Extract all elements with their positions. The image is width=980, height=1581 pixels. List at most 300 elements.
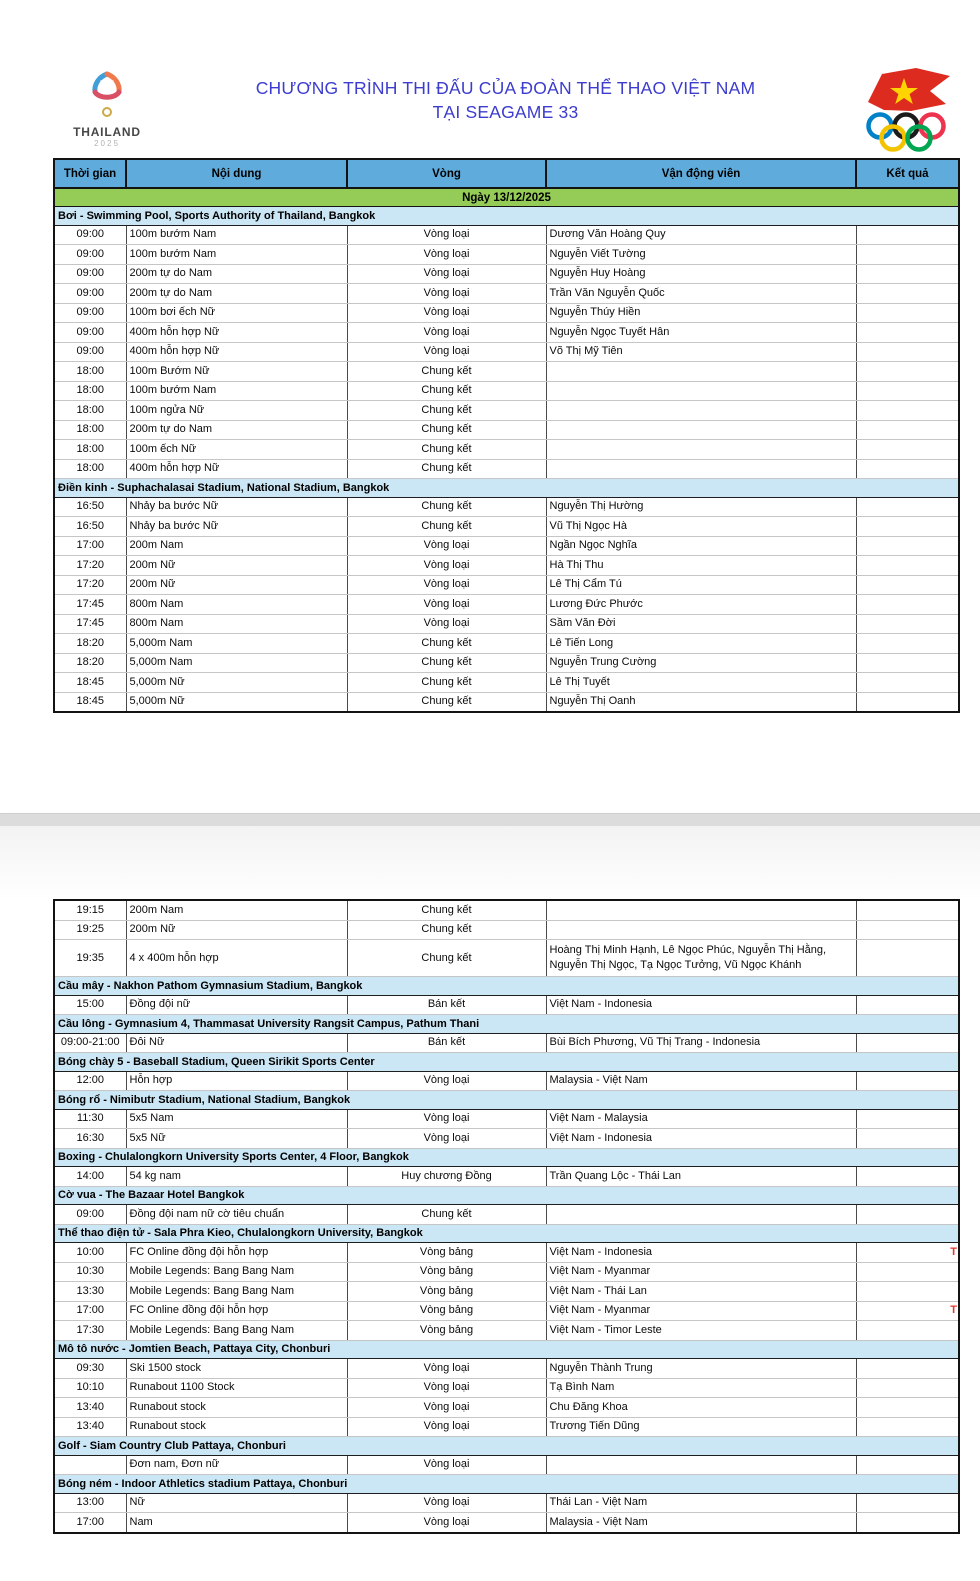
page-2-top-shade: [0, 826, 980, 900]
athletes-cell: Malaysia - Việt Nam: [546, 1513, 856, 1533]
page-break-divider: [0, 813, 980, 827]
event-cell: 4 x 400m hỗn hợp: [126, 940, 347, 977]
round-cell: Vòng loại: [347, 536, 546, 556]
event-cell: Đồng đội nam nữ cờ tiêu chuẩn: [126, 1205, 347, 1225]
event-cell: Hỗn hợp: [126, 1071, 347, 1091]
athletes-cell: Võ Thị Mỹ Tiên: [546, 342, 856, 362]
schedule-row: [54, 595, 959, 615]
result-cell: [856, 673, 959, 693]
athletes-cell: [546, 440, 856, 460]
event-cell: 800m Nam: [126, 595, 347, 615]
time-cell: 17:20: [54, 575, 126, 595]
schedule-row: [54, 225, 959, 245]
event-cell: Nhảy ba bước Nữ: [126, 497, 347, 517]
athletes-cell: Hà Thị Thu: [546, 556, 856, 576]
result-cell: [856, 1071, 959, 1091]
time-cell: 19:35: [54, 940, 126, 977]
round-cell: Vòng loại: [347, 1359, 546, 1379]
time-cell: 09:00: [54, 264, 126, 284]
result-cell: [856, 900, 959, 920]
vietnam-olympic-logo-icon: [856, 60, 956, 152]
event-cell: 200m tự do Nam: [126, 264, 347, 284]
event-cell: 800m Nam: [126, 614, 347, 634]
athletes-cell: Tạ Bình Nam: [546, 1378, 856, 1398]
schedule-row: [54, 653, 959, 673]
result-cell: T: [856, 1301, 959, 1321]
time-cell: 09:00: [54, 245, 126, 265]
time-cell: 18:00: [54, 362, 126, 382]
round-cell: Vòng bảng: [347, 1262, 546, 1282]
time-cell: [54, 1455, 126, 1475]
time-cell: 10:30: [54, 1262, 126, 1282]
round-cell: Vòng loại: [347, 264, 546, 284]
round-cell: Vòng loại: [347, 225, 546, 245]
athletes-cell: Nguyễn Viết Tường: [546, 245, 856, 265]
round-cell: Chung kết: [347, 692, 546, 712]
event-cell: Mobile Legends: Bang Bang Nam: [126, 1262, 347, 1282]
round-cell: Chung kết: [347, 900, 546, 920]
event-cell: Nam: [126, 1513, 347, 1533]
result-cell: [856, 264, 959, 284]
column-header-result: Kết quả: [856, 159, 959, 188]
athletes-cell: Thái Lan - Việt Nam: [546, 1493, 856, 1513]
result-cell: [856, 920, 959, 940]
result-cell: [856, 284, 959, 304]
sport-section-label: Cờ vua - The Bazaar Hotel Bangkok: [54, 1186, 959, 1205]
event-cell: 100m bướm Nam: [126, 381, 347, 401]
round-cell: Vòng loại: [347, 284, 546, 304]
schedule-row: [54, 1262, 959, 1282]
athletes-cell: Việt Nam - Timor Leste: [546, 1321, 856, 1341]
time-cell: 17:00: [54, 536, 126, 556]
round-cell: Vòng loại: [347, 614, 546, 634]
event-cell: Đơn nam, Đơn nữ: [126, 1455, 347, 1475]
result-cell: [856, 1513, 959, 1533]
round-cell: Chung kết: [347, 401, 546, 421]
time-cell: 13:00: [54, 1493, 126, 1513]
round-cell: Vòng loại: [347, 323, 546, 343]
round-cell: Vòng loại: [347, 1493, 546, 1513]
time-cell: 16:30: [54, 1129, 126, 1149]
time-cell: 17:00: [54, 1301, 126, 1321]
time-cell: 18:00: [54, 440, 126, 460]
result-cell: [856, 1109, 959, 1129]
column-header-athletes: Vận động viên: [546, 159, 856, 188]
athletes-cell: Trần Văn Nguyễn Quốc: [546, 284, 856, 304]
result-cell: [856, 940, 959, 977]
result-cell: [856, 323, 959, 343]
sport-section-label: Bơi - Swimming Pool, Sports Authority of Thailand, Bangkok: [54, 207, 959, 226]
round-cell: Chung kết: [347, 420, 546, 440]
round-cell: Chung kết: [347, 1205, 546, 1225]
result-cell: [856, 1282, 959, 1302]
sport-section-row: [54, 1015, 959, 1034]
date-label: Ngày 13/12/2025: [54, 188, 959, 207]
event-cell: 100m ếch Nữ: [126, 440, 347, 460]
result-cell: [856, 1262, 959, 1282]
athletes-cell: [546, 420, 856, 440]
schedule-row: [54, 323, 959, 343]
round-cell: Vòng loại: [347, 1071, 546, 1091]
athletes-cell: Lương Đức Phước: [546, 595, 856, 615]
schedule-row: [54, 459, 959, 479]
result-cell: [856, 517, 959, 537]
round-cell: Chung kết: [347, 459, 546, 479]
athletes-cell: Nguyễn Thúy Hiền: [546, 303, 856, 323]
schedule-row: [54, 940, 959, 977]
athletes-cell: Nguyễn Thị Oanh: [546, 692, 856, 712]
schedule-row: [54, 614, 959, 634]
event-cell: 5,000m Nam: [126, 634, 347, 654]
result-cell: [856, 692, 959, 712]
time-cell: 10:10: [54, 1378, 126, 1398]
athletes-cell: Việt Nam - Indonesia: [546, 1243, 856, 1263]
sport-section-row: [54, 207, 959, 226]
event-cell: 5,000m Nam: [126, 653, 347, 673]
time-cell: 12:00: [54, 1071, 126, 1091]
result-cell: [856, 420, 959, 440]
event-cell: 200m Nam: [126, 900, 347, 920]
time-cell: 17:00: [54, 1513, 126, 1533]
time-cell: 18:45: [54, 673, 126, 693]
athletes-cell: Lê Thị Cẩm Tú: [546, 575, 856, 595]
sport-section-row: [54, 1186, 959, 1205]
result-cell: [856, 1398, 959, 1418]
round-cell: Vòng loại: [347, 1455, 546, 1475]
result-cell: [856, 575, 959, 595]
result-cell: [856, 536, 959, 556]
event-cell: Ski 1500 stock: [126, 1359, 347, 1379]
time-cell: 18:20: [54, 634, 126, 654]
schedule-row: [54, 634, 959, 654]
round-cell: Vòng bảng: [347, 1301, 546, 1321]
athletes-cell: [546, 381, 856, 401]
sport-section-label: Mô tô nước - Jomtien Beach, Pattaya City, Chonburi: [54, 1340, 959, 1359]
round-cell: Vòng loại: [347, 575, 546, 595]
athletes-cell: Sầm Văn Đời: [546, 614, 856, 634]
event-cell: 5x5 Nam: [126, 1109, 347, 1129]
athletes-cell: Lê Thị Tuyết: [546, 673, 856, 693]
athletes-cell: Hoàng Thị Minh Hạnh, Lê Ngọc Phúc, Nguyễn Thị Hằng, Nguyễn Thị Ngọc, Tạ Ngọc Tưởng, Vũ Ngọc Khánh: [546, 940, 856, 977]
result-cell: [856, 995, 959, 1015]
round-cell: Vòng loại: [347, 303, 546, 323]
result-cell: [856, 1321, 959, 1341]
athletes-cell: Vũ Thị Ngọc Hà: [546, 517, 856, 537]
round-cell: Vòng loại: [347, 1513, 546, 1533]
event-cell: Đồng đội nữ: [126, 995, 347, 1015]
column-header-round: Vòng: [347, 159, 546, 188]
time-cell: 18:20: [54, 653, 126, 673]
sport-section-label: Điền kinh - Suphachalasai Stadium, National Stadium, Bangkok: [54, 479, 959, 498]
event-cell: 5,000m Nữ: [126, 692, 347, 712]
event-cell: 400m hỗn hợp Nữ: [126, 459, 347, 479]
round-cell: Vòng loại: [347, 342, 546, 362]
schedule-table-page-1: [53, 158, 960, 713]
event-cell: Runabout stock: [126, 1417, 347, 1437]
event-cell: Runabout 1100 Stock: [126, 1378, 347, 1398]
result-cell: [856, 1378, 959, 1398]
schedule-row: [54, 900, 959, 920]
schedule-row: [54, 556, 959, 576]
athletes-cell: Nguyễn Huy Hoàng: [546, 264, 856, 284]
schedule-row: [54, 1417, 959, 1437]
schedule-row: [54, 1321, 959, 1341]
schedule-row: [54, 264, 959, 284]
round-cell: Vòng loại: [347, 245, 546, 265]
time-cell: 10:00: [54, 1243, 126, 1263]
time-cell: 18:00: [54, 459, 126, 479]
time-cell: 19:15: [54, 900, 126, 920]
result-cell: [856, 245, 959, 265]
round-cell: Chung kết: [347, 497, 546, 517]
athletes-cell: [546, 900, 856, 920]
athletes-cell: Nguyễn Trung Cường: [546, 653, 856, 673]
page-title-line2: TẠI SEAGAME 33: [432, 102, 579, 122]
sport-section-row: [54, 1224, 959, 1243]
thailand-logo-year: 2025: [94, 139, 120, 148]
time-cell: 16:50: [54, 517, 126, 537]
schedule-row: [54, 1282, 959, 1302]
athletes-cell: [546, 362, 856, 382]
schedule-row: [54, 303, 959, 323]
event-cell: 200m tự do Nam: [126, 420, 347, 440]
schedule-row: [54, 1243, 959, 1263]
round-cell: Chung kết: [347, 362, 546, 382]
schedule-row: [54, 1455, 959, 1475]
sport-section-row: [54, 1053, 959, 1072]
round-cell: Bán kết: [347, 995, 546, 1015]
athletes-cell: Việt Nam - Myanmar: [546, 1301, 856, 1321]
athletes-cell: [546, 1205, 856, 1225]
schedule-row: [54, 1205, 959, 1225]
column-header-time: Thời gian: [54, 159, 126, 188]
round-cell: Vòng loại: [347, 1109, 546, 1129]
sport-section-label: Cầu lông - Gymnasium 4, Thammasat University Rangsit Campus, Pathum Thani: [54, 1015, 959, 1034]
time-cell: 18:00: [54, 420, 126, 440]
athletes-cell: Việt Nam - Indonesia: [546, 995, 856, 1015]
round-cell: Chung kết: [347, 381, 546, 401]
result-cell: [856, 362, 959, 382]
result-cell: [856, 1455, 959, 1475]
schedule-row: [54, 1129, 959, 1149]
round-cell: Vòng loại: [347, 595, 546, 615]
result-cell: [856, 556, 959, 576]
athletes-cell: Nguyễn Ngọc Tuyết Hân: [546, 323, 856, 343]
time-cell: 14:00: [54, 1167, 126, 1187]
event-cell: 200m tự do Nam: [126, 284, 347, 304]
time-cell: 17:45: [54, 614, 126, 634]
round-cell: Vòng loại: [347, 556, 546, 576]
sport-section-label: Golf - Siam Country Club Pattaya, Chonburi: [54, 1437, 959, 1456]
page-title-line1: CHƯƠNG TRÌNH THI ĐẤU CỦA ĐOÀN THỂ THAO VIỆT NAM: [255, 78, 756, 98]
sport-section-label: Bóng chày 5 - Baseball Stadium, Queen Sirikit Sports Center: [54, 1053, 959, 1072]
event-cell: 100m bướm Nam: [126, 245, 347, 265]
sport-section-row: [54, 1475, 959, 1494]
result-cell: [856, 381, 959, 401]
result-cell: [856, 1493, 959, 1513]
result-cell: [856, 614, 959, 634]
time-cell: 09:00-21:00: [54, 1033, 126, 1053]
sport-section-label: Bóng ném - Indoor Athletics stadium Pattaya, Chonburi: [54, 1475, 959, 1494]
round-cell: Chung kết: [347, 440, 546, 460]
result-cell: [856, 634, 959, 654]
time-cell: 09:00: [54, 1205, 126, 1225]
round-cell: Huy chương Đồng: [347, 1167, 546, 1187]
schedule-row: [54, 692, 959, 712]
time-cell: 09:00: [54, 323, 126, 343]
athletes-cell: Việt Nam - Myanmar: [546, 1262, 856, 1282]
schedule-row: [54, 381, 959, 401]
sport-section-row: [54, 1148, 959, 1167]
sport-section-label: Bóng rổ - Nimibutr Stadium, National Stadium, Bangkok: [54, 1091, 959, 1110]
schedule-row: [54, 1109, 959, 1129]
result-cell: [856, 225, 959, 245]
athletes-cell: [546, 401, 856, 421]
event-cell: 400m hỗn hợp Nữ: [126, 342, 347, 362]
event-cell: 400m hỗn hợp Nữ: [126, 323, 347, 343]
time-cell: 17:20: [54, 556, 126, 576]
result-cell: [856, 595, 959, 615]
time-cell: 19:25: [54, 920, 126, 940]
sport-section-label: Boxing - Chulalongkorn University Sports Center, 4 Floor, Bangkok: [54, 1148, 959, 1167]
athletes-cell: Chu Đăng Khoa: [546, 1398, 856, 1418]
column-header-event: Nội dung: [126, 159, 347, 188]
athletes-cell: Malaysia - Việt Nam: [546, 1071, 856, 1091]
round-cell: Vòng loại: [347, 1398, 546, 1418]
time-cell: 18:45: [54, 692, 126, 712]
athletes-cell: Lê Tiến Long: [546, 634, 856, 654]
event-cell: Đôi Nữ: [126, 1033, 347, 1053]
schedule-row: [54, 1301, 959, 1321]
schedule-row: [54, 673, 959, 693]
athletes-cell: Trần Quang Lộc - Thái Lan: [546, 1167, 856, 1187]
page-title: [53, 76, 958, 124]
round-cell: Chung kết: [347, 920, 546, 940]
result-cell: [856, 1033, 959, 1053]
event-cell: Nữ: [126, 1493, 347, 1513]
schedule-row: [54, 497, 959, 517]
sport-section-row: [54, 1437, 959, 1456]
event-cell: 200m Nữ: [126, 920, 347, 940]
athletes-cell: [546, 459, 856, 479]
schedule-row: [54, 420, 959, 440]
event-cell: 54 kg nam: [126, 1167, 347, 1187]
athletes-cell: Dương Văn Hoàng Quy: [546, 225, 856, 245]
round-cell: Vòng loại: [347, 1378, 546, 1398]
time-cell: 15:00: [54, 995, 126, 1015]
round-cell: Vòng bảng: [347, 1243, 546, 1263]
schedule-row: [54, 440, 959, 460]
schedule-row: [54, 536, 959, 556]
result-cell: [856, 497, 959, 517]
round-cell: Vòng bảng: [347, 1321, 546, 1341]
time-cell: 09:30: [54, 1359, 126, 1379]
schedule-row: [54, 245, 959, 265]
schedule-row: [54, 1071, 959, 1091]
event-cell: 100m bướm Nam: [126, 225, 347, 245]
schedule-row: [54, 920, 959, 940]
sport-section-label: Thể thao điện tử - Sala Phra Kieo, Chulalongkorn University, Bangkok: [54, 1224, 959, 1243]
athletes-cell: Việt Nam - Indonesia: [546, 1129, 856, 1149]
sport-section-row: [54, 1340, 959, 1359]
time-cell: 09:00: [54, 303, 126, 323]
athletes-cell: Bùi Bích Phương, Vũ Thị Trang - Indonesia: [546, 1033, 856, 1053]
event-cell: 5x5 Nữ: [126, 1129, 347, 1149]
time-cell: 13:40: [54, 1417, 126, 1437]
time-cell: 17:45: [54, 595, 126, 615]
event-cell: 5,000m Nữ: [126, 673, 347, 693]
result-cell: [856, 1417, 959, 1437]
schedule-row: [54, 575, 959, 595]
athletes-cell: Nguyễn Thị Hường: [546, 497, 856, 517]
event-cell: 100m Bướm Nữ: [126, 362, 347, 382]
result-cell: [856, 459, 959, 479]
round-cell: Chung kết: [347, 673, 546, 693]
date-row: [54, 188, 959, 207]
event-cell: Runabout stock: [126, 1398, 347, 1418]
result-cell: [856, 653, 959, 673]
result-cell: [856, 1205, 959, 1225]
result-cell: [856, 1129, 959, 1149]
schedule-row: [54, 401, 959, 421]
round-cell: Chung kết: [347, 940, 546, 977]
athletes-cell: [546, 1455, 856, 1475]
schedule-row: [54, 284, 959, 304]
event-cell: FC Online đồng đội hỗn hợp: [126, 1301, 347, 1321]
event-cell: 200m Nam: [126, 536, 347, 556]
athletes-cell: Nguyễn Thành Trung: [546, 1359, 856, 1379]
schedule-row: [54, 1398, 959, 1418]
time-cell: 17:30: [54, 1321, 126, 1341]
schedule-table-page-2: [53, 899, 960, 1534]
athletes-cell: Việt Nam - Thái Lan: [546, 1282, 856, 1302]
time-cell: 16:50: [54, 497, 126, 517]
sport-section-row: [54, 977, 959, 996]
event-cell: 200m Nữ: [126, 575, 347, 595]
sport-section-row: [54, 479, 959, 498]
time-cell: 09:00: [54, 284, 126, 304]
athletes-cell: Trương Tiến Dũng: [546, 1417, 856, 1437]
event-cell: 100m bơi ếch Nữ: [126, 303, 347, 323]
schedule-row: [54, 1167, 959, 1187]
schedule-row: [54, 995, 959, 1015]
event-cell: Nhảy ba bước Nữ: [126, 517, 347, 537]
event-cell: FC Online đồng đội hỗn hợp: [126, 1243, 347, 1263]
result-cell: T: [856, 1243, 959, 1263]
schedule-row: [54, 1513, 959, 1533]
round-cell: Chung kết: [347, 634, 546, 654]
event-cell: Mobile Legends: Bang Bang Nam: [126, 1282, 347, 1302]
time-cell: 11:30: [54, 1109, 126, 1129]
schedule-row: [54, 1378, 959, 1398]
schedule-row: [54, 1033, 959, 1053]
result-cell: [856, 342, 959, 362]
time-cell: 18:00: [54, 401, 126, 421]
vietnam-olympic-logo: [856, 60, 956, 157]
schedule-row: [54, 342, 959, 362]
time-cell: 09:00: [54, 342, 126, 362]
round-cell: Bán kết: [347, 1033, 546, 1053]
schedule-row: [54, 517, 959, 537]
athletes-cell: [546, 920, 856, 940]
result-cell: [856, 401, 959, 421]
event-cell: 100m ngửa Nữ: [126, 401, 347, 421]
event-cell: Mobile Legends: Bang Bang Nam: [126, 1321, 347, 1341]
athletes-cell: Ngần Ngọc Nghĩa: [546, 536, 856, 556]
time-cell: 09:00: [54, 225, 126, 245]
round-cell: Vòng bảng: [347, 1282, 546, 1302]
sport-section-label: Cầu mây - Nakhon Pathom Gymnasium Stadium, Bangkok: [54, 977, 959, 996]
